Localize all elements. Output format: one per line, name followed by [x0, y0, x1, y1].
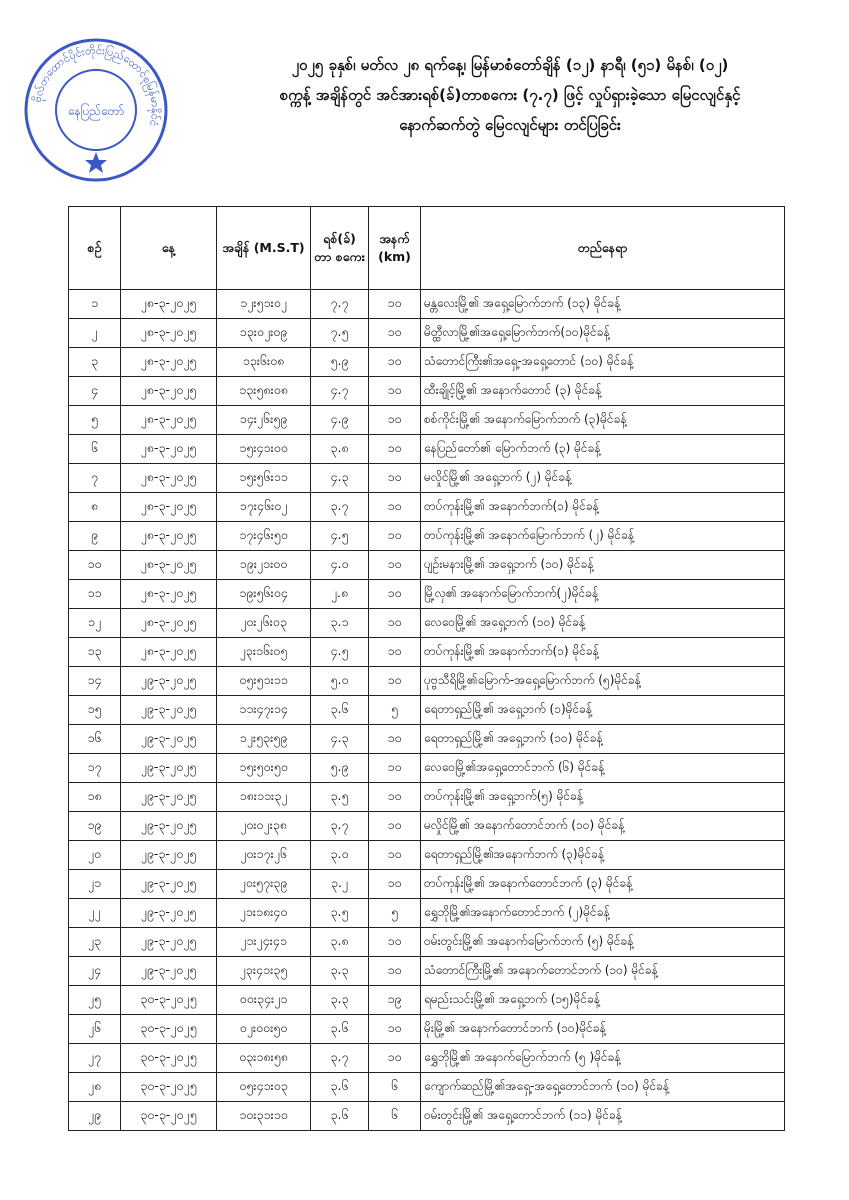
cell-depth: ၁၀ — [369, 754, 421, 783]
table-row — [69, 725, 785, 754]
cell-depth: ၁၀ — [369, 957, 421, 986]
cell-no: ၁ — [69, 290, 121, 319]
cell-time: ၁၂း၅၃း၅၉ — [217, 725, 311, 754]
cell-date: ၃၀-၃-၂၀၂၅ — [121, 1102, 217, 1131]
table-header-row — [69, 207, 785, 290]
cell-time: ၂၀း၀၂း၃၈ — [217, 812, 311, 841]
cell-depth: ၁၀ — [369, 290, 421, 319]
cell-time: ၁၀း၃၁း၁၀ — [217, 1102, 311, 1131]
cell-time: ၁၃း၀၂း၀၉ — [217, 319, 311, 348]
cell-no: ၁၈ — [69, 783, 121, 812]
cell-location: မလှိုင်မြို့၏ အနောက်တောင်ဘက် (၁၀) မိုင်ခန့် — [421, 812, 785, 841]
cell-location: ပျဉ်းမနားမြို့၏ အရှေ့ဘက် (၁၀) မိုင်ခန့် — [421, 551, 785, 580]
cell-location: မန္တလေးမြို့၏ အရှေ့မြောက်ဘက် (၁၃) မိုင်ခန့် — [421, 290, 785, 319]
cell-magnitude: ၇.၅ — [311, 319, 369, 348]
cell-date: ၂၈-၃-၂၀၂၅ — [121, 580, 217, 609]
cell-date: ၂၉-၃-၂၀၂၅ — [121, 841, 217, 870]
cell-date: ၂၈-၃-၂၀၂၅ — [121, 522, 217, 551]
table-row — [69, 841, 785, 870]
cell-magnitude: ၃.၃ — [311, 957, 369, 986]
cell-no: ၁၉ — [69, 812, 121, 841]
cell-magnitude: ၃.၂ — [311, 870, 369, 899]
table-row — [69, 870, 785, 899]
cell-magnitude: ၃.၈ — [311, 435, 369, 464]
cell-date: ၂၈-၃-၂၀၂၅ — [121, 290, 217, 319]
cell-location: ပုဗ္ဗသီရိမြို့၏မြောက်-အရှေ့မြောက်ဘက် (၅)မိုင်ခန့် — [421, 667, 785, 696]
cell-depth: ၁၀ — [369, 638, 421, 667]
cell-time: ၁၇း၄၆း၅၀ — [217, 522, 311, 551]
cell-location: သံတောင်ကြီးမြို့၏ အနောက်တောင်ဘက် (၁၀) မိုင်ခန့် — [421, 957, 785, 986]
cell-no: ၁၀ — [69, 551, 121, 580]
cell-date: ၂၉-၃-၂၀၂၅ — [121, 928, 217, 957]
cell-date: ၂၈-၃-၂၀၂၅ — [121, 551, 217, 580]
cell-no: ၁၄ — [69, 667, 121, 696]
cell-depth: ၁၀ — [369, 348, 421, 377]
table-row — [69, 348, 785, 377]
cell-date: ၂၉-၃-၂၀၂၅ — [121, 696, 217, 725]
cell-date: ၂၈-၃-၂၀၂၅ — [121, 348, 217, 377]
cell-location: နေပြည်တော်၏ မြောက်ဘက် (၃) မိုင်ခန့် — [421, 435, 785, 464]
cell-date: ၂၈-၃-၂၀၂၅ — [121, 319, 217, 348]
cell-depth: ၆ — [369, 1073, 421, 1102]
cell-location: ရမည်းသင်းမြို့၏ အရှေ့ဘက် (၁၅)မိုင်ခန့် — [421, 986, 785, 1015]
cell-time: ၂၃း၄၁း၃၅ — [217, 957, 311, 986]
cell-magnitude: ၄.၅ — [311, 522, 369, 551]
earthquake-table — [68, 206, 785, 1131]
cell-no: ၆ — [69, 435, 121, 464]
cell-date: ၂၉-၃-၂၀၂၅ — [121, 754, 217, 783]
table-row — [69, 580, 785, 609]
cell-no: ၁၅ — [69, 696, 121, 725]
cell-time: ၁၈း၁၁း၃၂ — [217, 783, 311, 812]
cell-location: ကျောက်ဆည်မြို့၏အရှေ့-အရှေ့တောင်ဘက် (၁၀) မိုင်ခန့် — [421, 1073, 785, 1102]
cell-location: ဝမ်းတွင်းမြို့၏ အရှေ့တောင်ဘက် (၁၁) မိုင်ခန့် — [421, 1102, 785, 1131]
cell-depth: ၁၉ — [369, 986, 421, 1015]
cell-location: တပ်ကုန်းမြို့၏ အနောက်မြောက်ဘက် (၂) မိုင်ခန့် — [421, 522, 785, 551]
cell-no: ၂၃ — [69, 928, 121, 957]
table-row — [69, 1015, 785, 1044]
cell-time: ၁၄း၂၆း၅၉ — [217, 406, 311, 435]
cell-no: ၂၁ — [69, 870, 121, 899]
table-row — [69, 957, 785, 986]
cell-date: ၃၀-၃-၂၀၂၅ — [121, 1073, 217, 1102]
cell-time: ၂၁း၂၄း၄၁ — [217, 928, 311, 957]
cell-date: ၂၈-၃-၂၀၂၅ — [121, 638, 217, 667]
cell-date: ၃၀-၃-၂၀၂၅ — [121, 986, 217, 1015]
cell-no: ၁၇ — [69, 754, 121, 783]
cell-magnitude: ၄.၃ — [311, 464, 369, 493]
cell-depth: ၁၀ — [369, 580, 421, 609]
table-body — [69, 290, 785, 1131]
cell-location: တပ်ကုန်းမြို့၏ အနောက်ဘက်(၁) မိုင်ခန့် — [421, 638, 785, 667]
cell-magnitude: ၃.၆ — [311, 1102, 369, 1131]
table-row — [69, 609, 785, 638]
cell-time: ၂၁း၁၈း၄၀ — [217, 899, 311, 928]
cell-location: ရေတာရှည်မြို့၏ အရှေ့ဘက် (၁၀) မိုင်ခန့် — [421, 725, 785, 754]
cell-magnitude: ၄.၉ — [311, 406, 369, 435]
seal-center-text: နေပြည်တော် — [67, 104, 125, 118]
cell-time: ၁၉း၂၁း၀၀ — [217, 551, 311, 580]
cell-location: တပ်ကုန်းမြို့၏ အနောက်တောင်ဘက် (၃) မိုင်ခန့် — [421, 870, 785, 899]
cell-location: စစ်ကိုင်းမြို့၏ အနောက်မြောက်ဘက် (၃)မိုင်ခန့် — [421, 406, 785, 435]
cell-magnitude: ၄.၅ — [311, 638, 369, 667]
cell-no: ၁၃ — [69, 638, 121, 667]
cell-location: ရေတာရှည်မြို့၏ အရှေ့ဘက် (၁)မိုင်ခန့် — [421, 696, 785, 725]
table-row — [69, 986, 785, 1015]
cell-time: ၀၃း၁၈း၅၈ — [217, 1044, 311, 1073]
cell-date: ၂၈-၃-၂၀၂၅ — [121, 406, 217, 435]
cell-depth: ၅ — [369, 696, 421, 725]
table-row — [69, 812, 785, 841]
seal-ring-text: ဗိုလ်တထောင်ပိုင်းတိုင်းပြည်ထောင်စုမြန်မာနိုင်ငံ — [30, 43, 163, 128]
cell-location: ရေတာရှည်မြို့၏အနောက်ဘက် (၃)မိုင်ခန့် — [421, 841, 785, 870]
cell-location: တပ်ကုန်းမြို့၏ အနောက်ဘက်(၁) မိုင်ခန့် — [421, 493, 785, 522]
cell-depth: ၁၀ — [369, 667, 421, 696]
cell-magnitude: ၇.၇ — [311, 290, 369, 319]
cell-location: မြို့လှ၏ အနောက်မြောက်ဘက်(၂)မိုင်ခန့် — [421, 580, 785, 609]
cell-no: ၂၇ — [69, 1044, 121, 1073]
cell-time: ၂၀း၁၇း၂၆ — [217, 841, 311, 870]
star-icon — [85, 152, 107, 173]
cell-time: ၁၉း၅၆း၀၄ — [217, 580, 311, 609]
cell-depth: ၁၀ — [369, 841, 421, 870]
cell-no: ၁၆ — [69, 725, 121, 754]
cell-no: ၁၂ — [69, 609, 121, 638]
table-row — [69, 377, 785, 406]
cell-no: ၂၆ — [69, 1015, 121, 1044]
cell-date: ၂၉-၃-၂၀၂၅ — [121, 957, 217, 986]
table-row — [69, 522, 785, 551]
cell-location: လေဝေမြို့၏ အရှေ့ဘက် (၁၀) မိုင်ခန့် — [421, 609, 785, 638]
cell-date: ၃၀-၃-၂၀၂၅ — [121, 1044, 217, 1073]
cell-depth: ၁၀ — [369, 928, 421, 957]
cell-depth: ၁၀ — [369, 1015, 421, 1044]
cell-depth: ၁၀ — [369, 522, 421, 551]
cell-depth: ၆ — [369, 1102, 421, 1131]
cell-depth: ၁၀ — [369, 319, 421, 348]
cell-location: မိုးမြို့၏ အနောက်တောင်ဘက် (၁၀)မိုင်ခန့် — [421, 1015, 785, 1044]
cell-date: ၂၉-၃-၂၀၂၅ — [121, 667, 217, 696]
cell-time: ၁၅း၄၁း၀၀ — [217, 435, 311, 464]
cell-date: ၂၉-၃-၂၀၂၅ — [121, 812, 217, 841]
cell-no: ၇ — [69, 464, 121, 493]
cell-date: ၂၉-၃-၂၀၂၅ — [121, 899, 217, 928]
cell-no: ၈ — [69, 493, 121, 522]
table-row — [69, 638, 785, 667]
cell-time: ၂၀း၂၆း၀၃ — [217, 609, 311, 638]
table-row — [69, 319, 785, 348]
table-row — [69, 928, 785, 957]
title-line-2: စက္ကန့် အချိန်တွင် အင်အားရစ်(ခ်)တာစကေး (၇.၇) ဖြင့် လှုပ်ရှားခဲ့သော မြေငလျင်နှင့် — [279, 86, 741, 104]
cell-location: ရွှေဘိုမြို့၏အနောက်တောင်ဘက် (၂)မိုင်ခန့် — [421, 899, 785, 928]
cell-magnitude: ၃.၅ — [311, 899, 369, 928]
header-no: စဉ် — [69, 207, 121, 290]
cell-magnitude: ၃.၇ — [311, 493, 369, 522]
cell-time: ၀၀း၃၄း၂၁ — [217, 986, 311, 1015]
header-time: အချိန် (M.S.T) — [217, 207, 311, 290]
cell-date: ၂၈-၃-၂၀၂၅ — [121, 435, 217, 464]
table-row — [69, 667, 785, 696]
table-row — [69, 290, 785, 319]
cell-time: ၀၂း၀၀း၅၀ — [217, 1015, 311, 1044]
cell-magnitude: ၄.၃ — [311, 725, 369, 754]
cell-magnitude: ၃.၁ — [311, 609, 369, 638]
cell-depth: ၁၀ — [369, 1044, 421, 1073]
page-title — [190, 50, 830, 140]
cell-time: ၂၃း၁၆း၀၅ — [217, 638, 311, 667]
cell-time: ၂၀း၅၇း၃၉ — [217, 870, 311, 899]
cell-magnitude: ၃.၆ — [311, 696, 369, 725]
cell-depth: ၁၀ — [369, 551, 421, 580]
table-row — [69, 551, 785, 580]
header-depth: အနက် (km) — [369, 207, 421, 290]
cell-no: ၉ — [69, 522, 121, 551]
table-row — [69, 783, 785, 812]
cell-depth: ၁၀ — [369, 377, 421, 406]
cell-no: ၂ — [69, 319, 121, 348]
cell-magnitude: ၃.၀ — [311, 841, 369, 870]
cell-depth: ၁၀ — [369, 725, 421, 754]
cell-no: ၅ — [69, 406, 121, 435]
cell-depth: ၁၀ — [369, 406, 421, 435]
cell-location: ဝမ်းတွင်းမြို့၏ အနောက်မြောက်ဘက် (၅) မိုင်ခန့် — [421, 928, 785, 957]
cell-date: ၃၀-၃-၂၀၂၅ — [121, 1015, 217, 1044]
cell-depth: ၅ — [369, 899, 421, 928]
cell-time: ၁၅း၅၀း၅၀ — [217, 754, 311, 783]
table-row — [69, 493, 785, 522]
cell-time: ၁၇း၄၆း၀၂ — [217, 493, 311, 522]
cell-time: ၁၁း၄၇း၁၄ — [217, 696, 311, 725]
cell-time: ၁၅း၅၆း၁၁ — [217, 464, 311, 493]
cell-depth: ၁၀ — [369, 870, 421, 899]
cell-no: ၃ — [69, 348, 121, 377]
cell-magnitude: ၄.၇ — [311, 377, 369, 406]
cell-magnitude: ၃.၆ — [311, 1073, 369, 1102]
table-row — [69, 435, 785, 464]
cell-no: ၂၄ — [69, 957, 121, 986]
cell-magnitude: ၂.၈ — [311, 580, 369, 609]
cell-date: ၂၉-၃-၂၀၂၅ — [121, 725, 217, 754]
cell-date: ၂၈-၃-၂၀၂၅ — [121, 609, 217, 638]
cell-no: ၂၀ — [69, 841, 121, 870]
cell-date: ၂၉-၃-၂၀၂၅ — [121, 783, 217, 812]
cell-location: မိတ္ထီလာမြို့၏အရှေ့မြောက်ဘက်(၁၀)မိုင်ခန့် — [421, 319, 785, 348]
cell-magnitude: ၃.၃ — [311, 986, 369, 1015]
cell-location: လေဝေမြို့၏အရှေ့တောင်ဘက် (၆) မိုင်ခန့် — [421, 754, 785, 783]
cell-magnitude: ၄.၀ — [311, 551, 369, 580]
cell-time: ၀၅း၅၁း၁၁ — [217, 667, 311, 696]
cell-time: ၁၃း၅၈း၀၈ — [217, 377, 311, 406]
cell-no: ၂၉ — [69, 1102, 121, 1131]
cell-magnitude: ၃.၇ — [311, 812, 369, 841]
cell-depth: ၁၀ — [369, 464, 421, 493]
cell-depth: ၁၀ — [369, 812, 421, 841]
cell-time: ၁၃း၆း၀၈ — [217, 348, 311, 377]
header-date: နေ့ — [121, 207, 217, 290]
title-line-3: နောက်ဆက်တွဲ မြေငလျင်များ တင်ပြခြင်း — [399, 116, 621, 134]
seal-graphic — [22, 36, 170, 184]
cell-depth: ၁၀ — [369, 493, 421, 522]
cell-date: ၂၈-၃-၂၀၂၅ — [121, 377, 217, 406]
cell-date: ၂၉-၃-၂၀၂၅ — [121, 870, 217, 899]
cell-location: မလှိုင်မြို့၏ အရှေ့ဘက် (၂) မိုင်ခန့် — [421, 464, 785, 493]
cell-date: ၂၈-၃-၂၀၂၅ — [121, 493, 217, 522]
cell-magnitude: ၅.၉ — [311, 348, 369, 377]
cell-magnitude: ၅.၉ — [311, 754, 369, 783]
cell-magnitude: ၃.၆ — [311, 1015, 369, 1044]
cell-location: ထီးချိုင့်မြို့၏ အနောက်တောင် (၃) မိုင်ခန့် — [421, 377, 785, 406]
title-line-1: ၂၀၂၅ ခုနှစ်၊ မတ်လ ၂၈ ရက်နေ့၊ မြန်မာစံတော်ချိန် (၁၂) နာရီ၊ (၅၁) မိနစ်၊ (၀၂) — [291, 56, 729, 74]
cell-time: ၁၂း၅၁း၀၂ — [217, 290, 311, 319]
cell-no: ၂၈ — [69, 1073, 121, 1102]
table-row — [69, 754, 785, 783]
cell-location: သံတောင်ကြီး၏အရှေ့-အရှေ့တောင် (၁၀) မိုင်ခန့် — [421, 348, 785, 377]
cell-magnitude: ၃.၅ — [311, 783, 369, 812]
table-row — [69, 406, 785, 435]
cell-depth: ၁၀ — [369, 609, 421, 638]
header-magnitude: ရစ်(ခ်) တာ စကေး — [311, 207, 369, 290]
cell-time: ၀၅း၄၁း၀၃ — [217, 1073, 311, 1102]
cell-no: ၂၂ — [69, 899, 121, 928]
header-location: တည်နေရာ — [421, 207, 785, 290]
official-seal — [22, 36, 170, 184]
cell-no: ၄ — [69, 377, 121, 406]
cell-magnitude: ၃.၈ — [311, 928, 369, 957]
table-row — [69, 464, 785, 493]
table-row — [69, 1102, 785, 1131]
cell-magnitude: ၅.၀ — [311, 667, 369, 696]
cell-date: ၂၈-၃-၂၀၂၅ — [121, 464, 217, 493]
cell-no: ၁၁ — [69, 580, 121, 609]
cell-location: ရွှေဘိုမြို့၏ အနောက်မြောက်ဘက် (၅ )မိုင်ခန့် — [421, 1044, 785, 1073]
table-row — [69, 1044, 785, 1073]
table-row — [69, 696, 785, 725]
cell-magnitude: ၃.၇ — [311, 1044, 369, 1073]
table-row — [69, 899, 785, 928]
cell-location: တပ်ကုန်းမြို့၏ အရှေ့ဘက်(၅) မိုင်ခန့် — [421, 783, 785, 812]
cell-depth: ၁၀ — [369, 435, 421, 464]
table-row — [69, 1073, 785, 1102]
cell-depth: ၁၀ — [369, 783, 421, 812]
cell-no: ၂၅ — [69, 986, 121, 1015]
